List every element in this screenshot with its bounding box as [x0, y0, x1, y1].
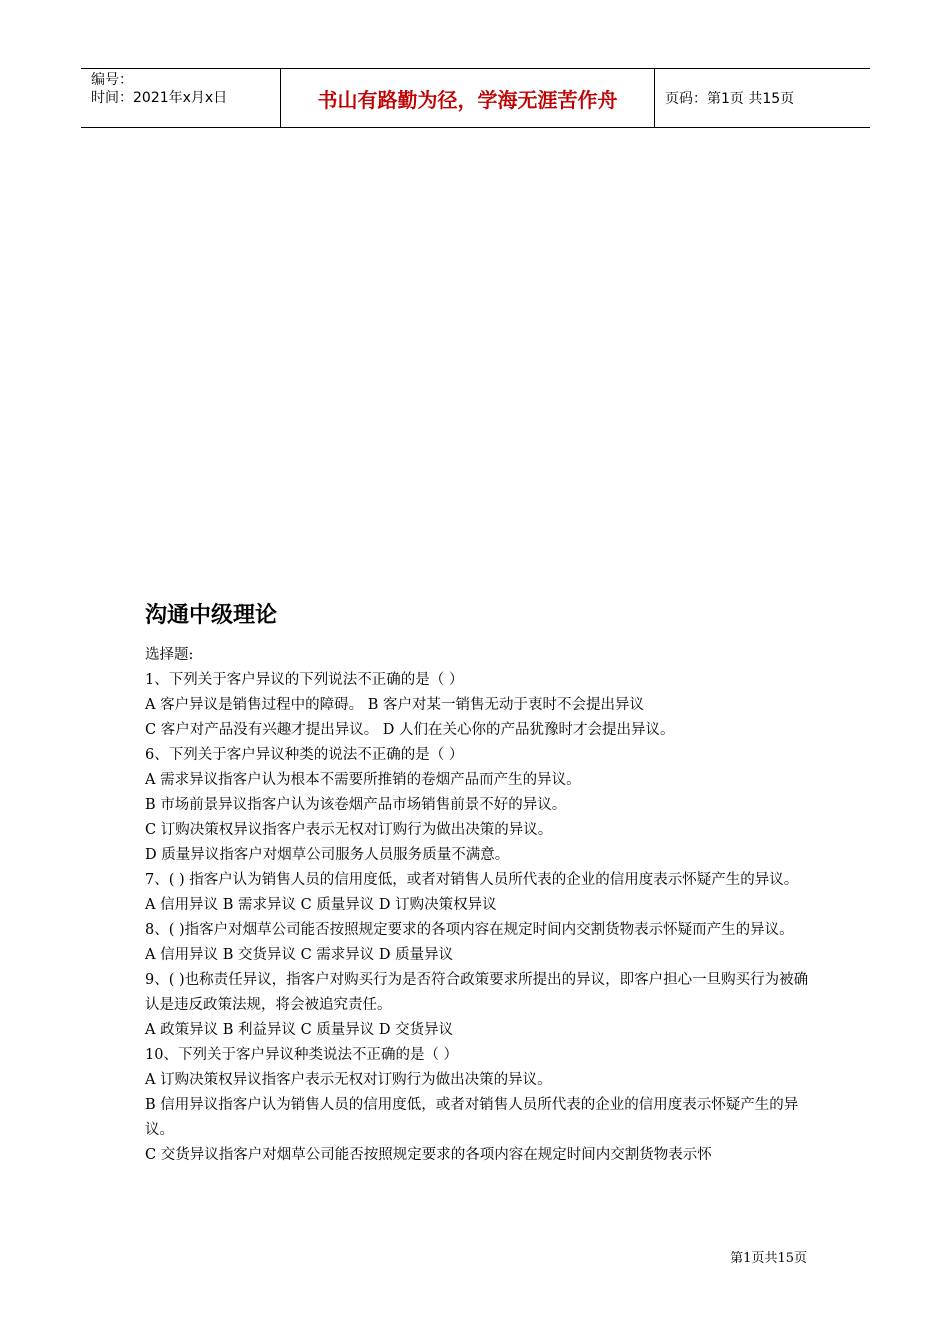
- section-heading: 选择题:: [145, 647, 194, 663]
- question-line: 10、下列关于客户异议种类说法不正确的是（ ）: [145, 1047, 459, 1063]
- option-line: C 交货异议指客户对烟草公司能否按照规定要求的各项内容在规定时间内交割货物表示怀: [145, 1147, 712, 1163]
- header-page-number: 页码：第1页 共15页: [665, 91, 795, 107]
- option-line: D 质量异议指客户对烟草公司服务人员服务质量不满意。: [145, 847, 510, 863]
- question-line: 6、下列关于客户异议种类的说法不正确的是（ ）: [145, 747, 464, 763]
- page-header: [81, 68, 870, 128]
- option-line: A 订购决策权异议指客户表示无权对订购行为做出决策的异议。: [145, 1072, 552, 1088]
- option-line: B 信用异议指客户认为销售人员的信用度低，或者对销售人员所代表的企业的信用度表示怀疑产生的异议。: [145, 1097, 799, 1138]
- question-line: 8、( )指客户对烟草公司能否按照规定要求的各项内容在规定时间内交割货物表示怀疑而产生的异议。: [145, 922, 794, 938]
- option-line: A 信用异议 B 交货异议 C 需求异议 D 质量异议: [145, 947, 454, 963]
- header-motto: 书山有路勤为径，学海无涯苦作舟: [281, 69, 655, 127]
- document-body: [145, 643, 810, 1168]
- header-meta: [81, 69, 281, 127]
- option-line: B 市场前景异议指客户认为该卷烟产品市场销售前景不好的异议。: [145, 797, 567, 813]
- option-line: C 客户对产品没有兴趣才提出异议。 D 人们在关心你的产品犹豫时才会提出异议。: [145, 722, 675, 738]
- option-line: A 客户异议是销售过程中的障碍。 B 客户对某一销售无动于衷时不会提出异议: [145, 697, 644, 713]
- page-footer: 第1页共15页: [730, 1251, 807, 1266]
- document-title: 沟通中级理论: [145, 603, 278, 628]
- option-line: C 订购决策权异议指客户表示无权对订购行为做出决策的异议。: [145, 822, 553, 838]
- document-number-label: 编号：: [91, 72, 133, 88]
- option-line: A 需求异议指客户认为根本不需要所推销的卷烟产品而产生的异议。: [145, 772, 581, 788]
- document-time-label: 时间：2021年x月x日: [91, 90, 228, 106]
- option-line: A 政策异议 B 利益异议 C 质量异议 D 交货异议: [145, 1022, 454, 1038]
- question-line: 9、( )也称责任异议，指客户对购买行为是否符合政策要求所提出的异议，即客户担心一旦购买行为被确认是违反政策法规，将会被追究责任。: [145, 972, 809, 1013]
- question-line: 1、下列关于客户异议的下列说法不正确的是（ ）: [145, 672, 464, 688]
- option-line: A 信用异议 B 需求异议 C 质量异议 D 订购决策权异议: [145, 897, 497, 913]
- question-line: 7、( ) 指客户认为销售人员的信用度低，或者对销售人员所代表的企业的信用度表示怀疑产生的异议。: [145, 872, 799, 888]
